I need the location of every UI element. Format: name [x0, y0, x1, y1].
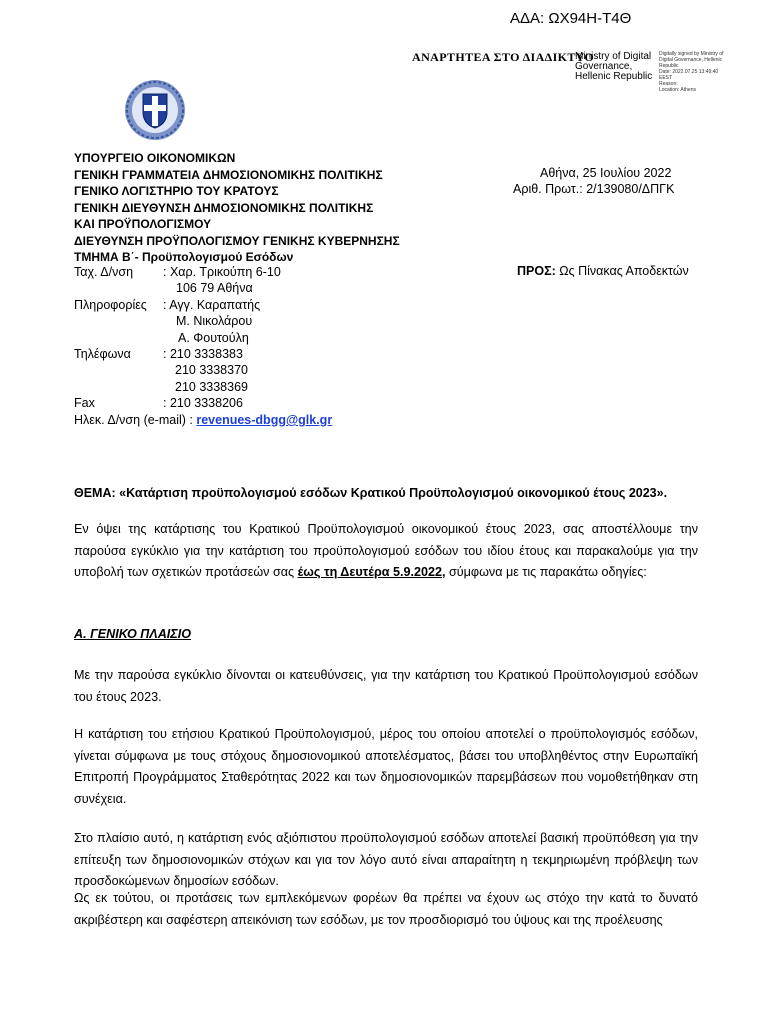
signature-org-line: Governance,	[575, 61, 633, 72]
signature-detail-line: EEST	[659, 75, 673, 81]
protocol-number: Αριθ. Πρωτ.: 2/139080/ΔΠΓΚ	[513, 182, 675, 196]
digital-signature-org	[575, 52, 652, 82]
recipient-label: ΠΡΟΣ:	[517, 264, 556, 278]
header-general-directorate: ΓΕΝΙΚΗ ΔΙΕΥΘΥΝΣΗ ΔΗΜΟΣΙΟΝΟΜΙΚΗΣ ΠΟΛΙΤΙΚΗΣ	[74, 201, 374, 215]
subject-line: ΘΕΜΑ: «Κατάρτιση προϋπολογισμού εσόδων Κρατικού Προϋπολογισμού οικονομικού έτους 2023».	[74, 486, 668, 500]
ada-code: ΑΔΑ: ΩΧ94Η-Τ4Θ	[510, 10, 632, 27]
signature-detail-line: Digital Governance, Hellenic	[659, 57, 723, 63]
document-date: Αθήνα, 25 Ιουλίου 2022	[540, 166, 672, 180]
intro-text: Εν όψει της κατάρτισης του Κρατικού Προϋπολογισμού οικονομικού έτους 2023, σας αποστέλλουμε την παρούσα εγκύκλιο για την κατάρτιση του προϋπολογισμού εσόδων του ιδίου έτους και παρακαλούμε για την υποβολή των σχετικών προτάσεών σας	[74, 522, 698, 579]
address-line: 106 79 Αθήνα	[176, 281, 253, 295]
email-label: Ηλεκ. Δ/νση (e-mail) :	[74, 413, 193, 427]
greek-emblem-icon	[123, 78, 187, 142]
signature-detail-line: Republic	[659, 63, 679, 69]
signature-detail-line: Location: Athens	[659, 87, 696, 93]
deadline-date: έως τη Δευτέρα 5.9.2022,	[297, 565, 446, 579]
recipient	[517, 264, 689, 278]
intro-text-end: σύμφωνα με τις παρακάτω οδηγίες:	[445, 565, 647, 579]
header-ministry: ΥΠΟΥΡΓΕΙΟ ΟΙΚΟΝΟΜΙΚΩΝ	[74, 151, 236, 165]
phone-number: 210 3338369	[175, 380, 248, 394]
phone-label: Τηλέφωνα	[74, 347, 131, 361]
header-general-directorate-cont: ΚΑΙ ΠΡΟΫΠΟΛΟΓΙΣΜΟΥ	[74, 217, 212, 231]
posting-note: ΑΝΑΡΤΗΤΕΑ ΣΤΟ ΔΙΑΔΙΚΤΥΟ	[412, 50, 595, 64]
phone-number: 210 3338370	[175, 363, 248, 377]
paragraph-1: Με την παρούσα εγκύκλιο δίνονται οι κατευθύνσεις, για την κατάρτιση του Κρατικού Προϋπολογισμού εσόδων του έτους 2023.	[74, 668, 698, 704]
recipient-value: Ως Πίνακας Αποδεκτών	[559, 264, 689, 278]
email-link[interactable]: revenues-dbgg@glk.gr	[196, 413, 333, 427]
header-accounting-office: ΓΕΝΙΚΟ ΛΟΓΙΣΤΗΡΙΟ ΤΟΥ ΚΡΑΤΟΥΣ	[74, 184, 279, 198]
signature-org-line: Ministry of Digital	[575, 51, 652, 62]
signature-org-line: Hellenic Republic	[575, 71, 653, 82]
intro-paragraph	[74, 519, 698, 584]
fax-number: : 210 3338206	[163, 396, 243, 410]
fax-label: Fax	[74, 396, 95, 410]
signature-detail-line: Digitally signed by Ministry of	[659, 51, 724, 57]
info-contact: Α. Φουτούλη	[178, 331, 249, 345]
info-contact: Μ. Νικολάρου	[176, 314, 253, 328]
paragraph-4: Ως εκ τούτου, οι προτάσεις των εμπλεκόμενων φορέων θα πρέπει να έχουν ως στόχο την κατά το δυνατό ακριβέστερη και σαφέστερη απεικόνιση των εσόδων, με τον προσδιορισμό του ύψους και της προέλευσης	[74, 891, 698, 927]
header-secretariat: ΓΕΝΙΚΗ ΓΡΑΜΜΑΤΕΙΑ ΔΗΜΟΣΙΟΝΟΜΙΚΗΣ ΠΟΛΙΤΙΚΗΣ	[74, 168, 383, 182]
address-label: Ταχ. Δ/νση	[74, 265, 134, 279]
digital-signature-details	[659, 51, 723, 93]
phone-number: : 210 3338383	[163, 347, 243, 361]
address-line: : Χαρ. Τρικούπη 6-10	[163, 265, 281, 279]
paragraph-2: Η κατάρτιση του ετήσιου Κρατικού Προϋπολογισμού, μέρος του οποίου αποτελεί ο προϋπολογισμός εσόδων, γίνεται σύμφωνα με τους στόχους δημοσιονομικού αποτελέσματος, βάσει του υποβληθέντος στην Ευρωπαϊκή Επιτροπή Προγράμματος Σταθερότητας 2022 και των δημοσιονομικών παρεμβάσεων που νομοθετήθηκαν στη συνέχεια.	[74, 727, 698, 806]
paragraph-3: Στο πλαίσιο αυτό, η κατάρτιση ενός αξιόπιστου προϋπολογισμού εσόδων αποτελεί βασική προϋπόθεση για την επίτευξη των δημοσιονομικών στόχων και για τον λόγο αυτό είναι απαραίτητη η τεκμηριωμένη πρόβλεψη των προσδοκώμενων δημοσίων εσόδων.	[74, 831, 698, 888]
section-a-title: Α. ΓΕΝΙΚΟ ΠΛΑΙΣΙΟ	[74, 627, 192, 641]
info-label: Πληροφορίες	[74, 298, 147, 312]
email-row	[74, 412, 332, 429]
header-department: ΤΜΗΜΑ Β΄- Προϋπολογισμού Εσόδων	[74, 250, 294, 264]
header-directorate: ΔΙΕΥΘΥΝΣΗ ΠΡΟΫΠΟΛΟΓΙΣΜΟΥ ΓΕΝΙΚΗΣ ΚΥΒΕΡΝΗΣΗΣ	[74, 234, 400, 248]
signature-detail-line: Date: 2022.07.25 13:49:40	[659, 69, 719, 75]
info-contact: : Αγγ. Καραπατής	[163, 298, 261, 312]
signature-detail-line: Reason:	[659, 81, 678, 87]
